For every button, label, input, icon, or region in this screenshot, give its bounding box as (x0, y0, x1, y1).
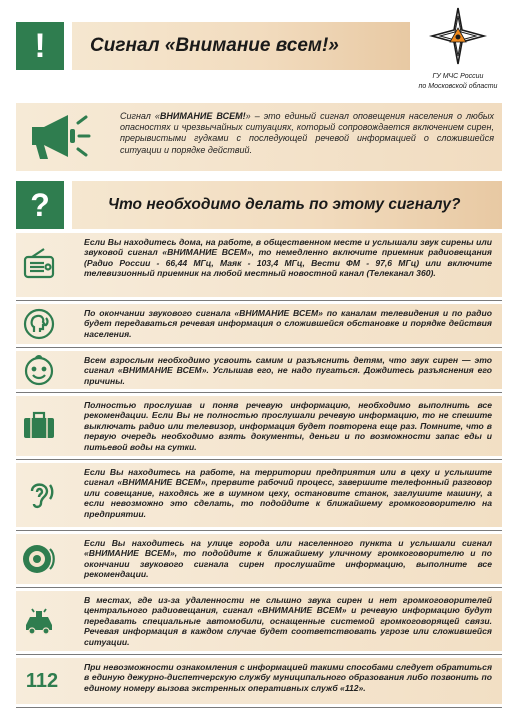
question-title: Что необходимо делать по этому сигналу? (108, 196, 461, 213)
page-title: Сигнал «Внимание всем!» (90, 35, 339, 56)
siren-car-icon (22, 603, 56, 637)
item-text: При невозможности ознакомления с информацией такими способами следует обратиться в единую дежурно-диспетчерскую службу муниципального образования либо позвонить по единому номеру вызова экстренных оперативных служб «112». (84, 662, 492, 693)
question-mark: ? (30, 186, 50, 223)
divider (16, 587, 502, 588)
exclamation-mark: ! (34, 26, 46, 65)
child-face-icon (22, 353, 56, 387)
question-bar (72, 181, 502, 229)
emblem-caption-1: ГУ МЧС России (432, 73, 484, 80)
list-item (16, 351, 502, 389)
radio-icon (22, 247, 56, 281)
item-text: Если Вы находитесь дома, на работе, в общественном месте и услышали звук сирены или звуковой сигнал «ВНИМАНИЕ ВСЕМ», то немедленно включите приемник радиовещания (Радио России - 66,44 МГц, Маяк - 103,4 МГц, Вести ФМ - 97,6 МГц) или включите телевизионный приемник на любой местный новостной канал (Телеканал 360). (84, 237, 492, 279)
list-item (16, 304, 502, 344)
title-bar (72, 22, 410, 70)
emblem (416, 4, 500, 90)
exclamation-badge (16, 22, 64, 70)
item-text: В местах, где из-за удаленности не слышно звука сирен и нет громкоговорителей центрального радиовещания, сигнал «ВНИМАНИЕ ВСЕМ» и речевую информацию будут передавать специальные автомобили, оснащенные системой громкоговорящей связи. Речевая информация в каждом случае будет соответствовать угрозе или сложившейся ситуации. (84, 595, 492, 647)
list-item (16, 396, 502, 456)
question-badge (16, 181, 64, 229)
item-text: Если Вы находитесь на работе, на территории предприятия или в цеху и услышите сигнал «ВНИМАНИЕ ВСЕМ», прервите рабочий процесс, завершите телефонный разговор или совещание, находясь же в шумном цеху, остановите станок, заглушите машину, а если невозможно это сделать, то подойдите к ближайшему громкоговорителю на предприятии. (84, 467, 492, 519)
list-item (16, 658, 502, 704)
intro-panel (16, 103, 502, 171)
divider (16, 347, 502, 348)
item-text: Если Вы находитесь на улице города или населенного пункта и услышали сигнал «ВНИМАНИЕ ВСЕМ», то подойдите к ближайшему уличному громкоговорителю и по окончании звукового сигнала сирен прослушайте информацию, выполните все рекомендации. (84, 538, 492, 580)
intro-text: Сигнал «ВНИМАНИЕ ВСЕМ!» – это единый сигнал оповещения населения о любых опасностях и чрезвычайных ситуациях, который сопровождается включением сирен, прерывистыми гудками с последующей речевой информацией о сложившейся ситуации и порядке действий. (120, 111, 494, 155)
emergency-number: 112 (25, 669, 59, 692)
emblem-caption-2: по Московской области (418, 83, 498, 90)
item-text: Полностью прослушав и поняв речевую информацию, необходимо выполнить все рекомендации. Если Вы не полностью прослушали речевую информацию, то не спешите выключать радио или телевизор, информация будет повторена еще раз. Помните, что в первую очередь необходимо взять документы, деньги и по возможности запас еды и питьевой воды на сутки. (84, 400, 492, 452)
emergency-number-icon (22, 664, 62, 698)
list-item (16, 591, 502, 651)
speech-head-icon (22, 307, 56, 341)
divider (16, 300, 502, 301)
divider (16, 392, 502, 393)
loudspeaker-icon (22, 542, 56, 576)
divider (16, 707, 502, 708)
item-text: По окончании звукового сигнала «ВНИМАНИЕ ВСЕМ» по каналам телевидения и по радио будет передаваться речевая информация о сложившейся обстановке и порядке действия населения. (84, 308, 492, 339)
list-item (16, 463, 502, 527)
megaphone-icon (24, 109, 92, 165)
divider (16, 654, 502, 655)
item-text: Всем взрослым необходимо усвоить самим и разъяснить детям, что звук сирен — это сигнал «ВНИМАНИЕ ВСЕМ». Услышав его, не надо пугаться. Дождитесь разъяснения его причины. (84, 355, 492, 386)
suitcase-icon (22, 408, 56, 442)
ear-icon (22, 477, 56, 511)
emergency-star-emblem-icon (428, 6, 488, 66)
list-item (16, 534, 502, 584)
divider (16, 459, 502, 460)
divider (16, 530, 502, 531)
list-item (16, 233, 502, 297)
